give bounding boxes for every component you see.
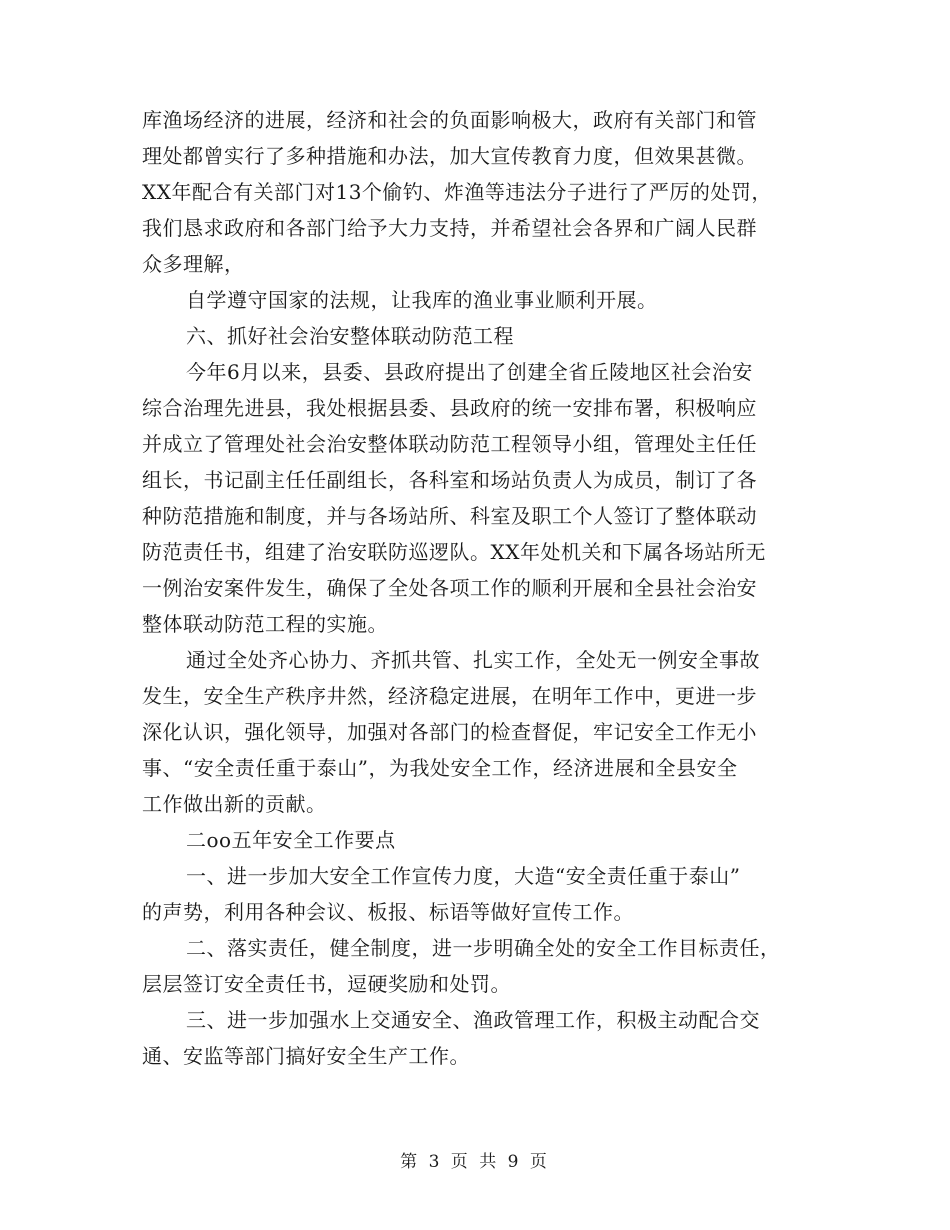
text-line: 组长，书记副主任任副组长，各科室和场站负责人为成员，制订了各 [142, 468, 757, 492]
text-line: 理处都曾实行了多种措施和办法，加大宣传教育力度，但效果甚微。 [142, 144, 757, 168]
text-line: 三、进一步加强水上交通安全、渔政管理工作，积极主动配合交 [186, 1008, 760, 1032]
text-line: 一、进一步加大安全工作宣传力度，大造“安全责任重于泰山” [186, 864, 741, 888]
document-body [142, 102, 806, 1074]
page-number-footer: 第 3 页 共 9 页 [400, 1152, 550, 1172]
text-line: 防范责任书，组建了治安联防巡逻队。XX年处机关和下属各场站所无 [142, 540, 766, 564]
text-line: 层层签订安全责任书，逗硬奖励和处罚。 [142, 972, 511, 996]
text-line: 自学遵守国家的法规，让我库的渔业事业顺利开展。 [186, 288, 658, 312]
text-line: 我们恳求政府和各部门给予大力支持，并希望社会各界和广阔人民群 [142, 216, 757, 240]
text-line: 整体联动防范工程的实施。 [142, 612, 388, 636]
text-line: 综合治理先进县，我处根据县委、县政府的统一安排布署，积极响应 [142, 396, 757, 420]
text-line: 通、安监等部门搞好安全生产工作。 [142, 1044, 470, 1068]
text-line: 一例治安案件发生，确保了全处各项工作的顺利开展和全县社会治安 [142, 576, 757, 600]
text-line: 今年6月以来，县委、县政府提出了创建全省丘陵地区社会治安 [186, 360, 753, 384]
text-line: 的声势，利用各种会议、板报、标语等做好宣传工作。 [142, 900, 634, 924]
text-line: 并成立了管理处社会治安整体联动防范工程领导小组，管理处主任任 [142, 432, 757, 456]
section-heading: 六、抓好社会治安整体联动防范工程 [186, 324, 514, 348]
text-line: 二、落实责任，健全制度，进一步明确全处的安全工作目标责任， [186, 936, 781, 960]
text-line: 事、“安全责任重于泰山”，为我处安全工作，经济进展和全县安全 [142, 756, 738, 780]
text-line: 种防范措施和制度，并与各场站所、科室及职工个人签订了整体联动 [142, 504, 757, 528]
text-line: 深化认识，强化领导，加强对各部门的检查督促，牢记安全工作无小 [142, 720, 757, 744]
text-line: 库渔场经济的进展，经济和社会的负面影响极大，政府有关部门和管 [142, 108, 757, 132]
text-line: 众多理解， [142, 252, 245, 276]
text-line: 发生，安全生产秩序井然，经济稳定进展，在明年工作中，更进一步 [142, 684, 757, 708]
section-heading: 二oo五年安全工作要点 [186, 828, 396, 852]
text-line: 通过全处齐心协力、齐抓共管、扎实工作，全处无一例安全事故 [186, 648, 760, 672]
text-line: 工作做出新的贡献。 [142, 792, 327, 816]
text-line: XX年配合有关部门对13个偷钓、炸渔等违法分子进行了严厉的处罚， [142, 180, 772, 204]
